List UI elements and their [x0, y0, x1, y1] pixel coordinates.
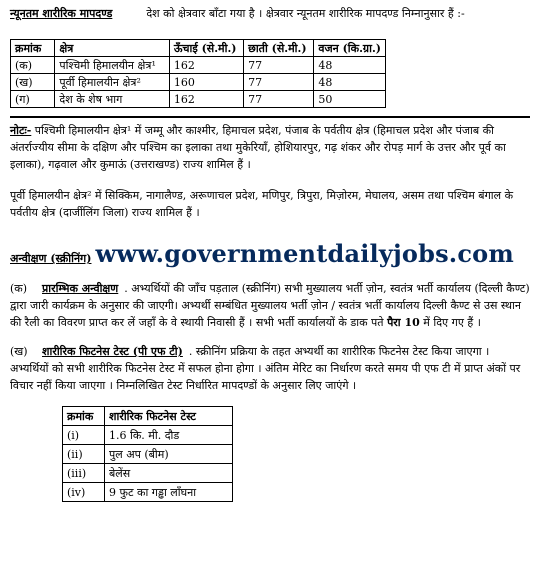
para-reference: पैरा 10 [387, 316, 420, 329]
physical-standards-table [10, 39, 386, 108]
cell: 162 [169, 57, 243, 74]
cell: (i) [63, 426, 105, 445]
col-region: क्षेत्र [55, 40, 169, 57]
cell: 160 [169, 74, 243, 91]
table-row [63, 464, 233, 483]
cell: पश्चिमी हिमालयीन क्षेत्र¹ [55, 57, 169, 74]
item-heading: प्रारम्भिक अन्वीक्षण [42, 282, 119, 295]
table-row [11, 74, 386, 91]
cell: 77 [244, 74, 314, 91]
cell: 162 [169, 91, 243, 108]
item-preliminary-screening [10, 280, 530, 331]
section-intro: देश को क्षेत्रवार बाँटा गया है । क्षेत्रवार न्यूनतम शारीरिक मापदण्ड निम्नानुसार हैं :- [146, 7, 465, 20]
section-title: न्यूनतम शारीरिक मापदण्ड [10, 7, 113, 20]
note-label: नोटः- [10, 124, 32, 137]
table-row [63, 445, 233, 464]
cell: 1.6 कि. मी. दौड [105, 426, 233, 445]
cell: 9 फुट का गड्ढा लाँघना [105, 483, 233, 502]
table-row [11, 91, 386, 108]
table-row [63, 426, 233, 445]
section-header [10, 6, 530, 21]
cell: (iii) [63, 464, 105, 483]
col-serial: क्रमांक [11, 40, 55, 57]
cell: 48 [314, 57, 386, 74]
cell: पूर्वी हिमालयीन क्षेत्र² [55, 74, 169, 91]
item-text-end: में दिए गए हैं । [419, 316, 481, 329]
cell: (ग) [11, 91, 55, 108]
item-number: (क) [10, 282, 28, 295]
col-serial: क्रमांक [63, 407, 105, 426]
item-text: . स्क्रीनिंग प्रक्रिया के तहत अभ्यर्थी का शारीरिक फिटनेस टेस्ट किया जाएगा । अभ्यर्थियों को सभी शारीरिक फिटनेस टेस्ट में सफल होना होगा । अंतिम मेरिट का निर्धारण करते समय पी एफ टी में प्राप्त अंकों पर विचार नहीं किया जाएगा । निम्नलिखित टेस्ट निर्धारित मापदण्डों के अनुसार लिए जाएंगे । [10, 345, 521, 392]
col-height: ऊँचाई (से.मी.) [169, 40, 243, 57]
cell: (ख) [11, 74, 55, 91]
col-test: शारीरिक फिटनेस टेस्ट [105, 407, 233, 426]
fitness-test-table [62, 406, 233, 502]
website-watermark: www.governmentdailyjobs.com [95, 239, 514, 268]
cell: 50 [314, 91, 386, 108]
col-weight: वजन (कि.ग्रा.) [314, 40, 386, 57]
note-paragraph-2: पूर्वी हिमालयीन क्षेत्र² में सिक्किम, नागालैण्ड, अरूणाचल प्रदेश, मणिपुर, त्रिपुरा, मिज़ोरम, मेघालय, असम तथा पश्चिम बंगाल के पर्वतीय क्षेत्र (दार्जीलिंग जिला) राज्य शामिल हैं । [10, 189, 514, 219]
item-physical-fitness-test [10, 343, 530, 394]
cell: 77 [244, 91, 314, 108]
screening-heading-line [10, 239, 530, 268]
table-row [11, 57, 386, 74]
cell: (क) [11, 57, 55, 74]
cell: पुल अप (बीम) [105, 445, 233, 464]
col-chest: छाती (से.मी.) [244, 40, 314, 57]
cell: (ii) [63, 445, 105, 464]
cell: बेलेंस [105, 464, 233, 483]
cell: 77 [244, 57, 314, 74]
cell: 48 [314, 74, 386, 91]
table-header-row [63, 407, 233, 426]
note-text: पश्चिमी हिमालयीन क्षेत्र¹ में जम्मू और काश्मीर, हिमाचल प्रदेश, पंजाब के पर्वतीय क्षेत्र (हिमाचल प्रदेश और पंजाब की अंतर्राज्यीय सीमा के दक्षिण और पश्चिम का इलाका तथा मुकेरियाँ, होशियारपुर, गढ़ शंकर और रोपड़ मार्ग के उत्तर और पूर्व का इलाका), गढ़वाल और कुमाऊं (उत्तराखण्ड) राज्य शामिल हैं । [10, 124, 506, 171]
item-heading: शारीरिक फिटनेस टेस्ट (पी एफ टी) [42, 345, 183, 358]
cell: देश के शेष भाग [55, 91, 169, 108]
divider [10, 116, 530, 118]
table-row [63, 483, 233, 502]
item-text: . अभ्यर्थियों की जाँच पड़ताल (स्क्रीनिंग) सभी मुख्यालय भर्ती ज़ोन, स्वतंत्र भर्ती कार्यालय (दिल्ली कैण्ट) द्वारा जारी कार्यक्रम के अनुसार की जाएगी। अभ्यर्थी सम्बंधित मुख्यालय भर्ती ज़ोन / स्वतंत्र भर्ती कार्यालय दिल्ली कैण्ट से उस स्थान की रैली का विवरण प्राप्त कर लें जहाँ के वे स्थायी निवासी हैं । सभी भर्ती कार्यालयों के डाक पते [10, 282, 530, 329]
screening-label: अन्वीक्षण (स्क्रीनिंग) [10, 252, 92, 265]
cell: (iv) [63, 483, 105, 502]
item-number: (ख) [10, 345, 28, 358]
note-paragraph [10, 122, 530, 173]
table-header-row [11, 40, 386, 57]
